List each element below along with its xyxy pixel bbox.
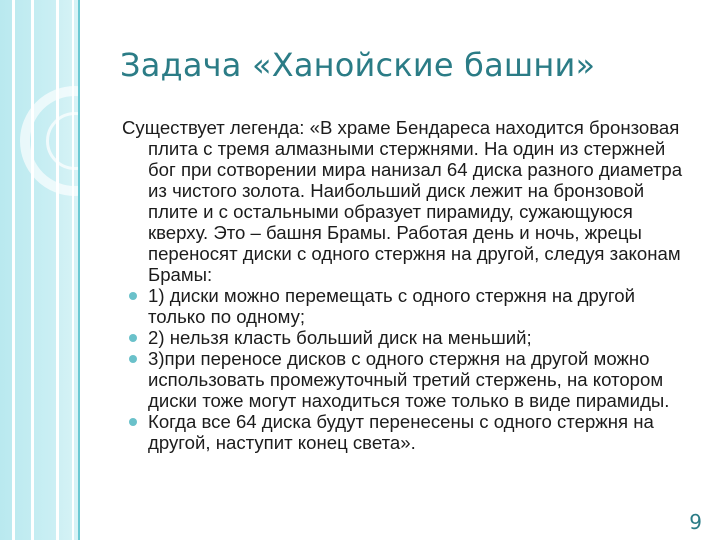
slide-title: Задача «Ханойские башни»	[120, 46, 596, 84]
bullet-icon	[129, 418, 137, 426]
sidebar-stripe	[31, 0, 34, 540]
rule-text: 1) диски можно перемещать с одного стержня на другой только по одному;	[148, 285, 635, 327]
rule-item	[122, 327, 692, 348]
rule-text: 2) нельзя класть больший диск на меньший;	[148, 327, 532, 348]
rules-list	[122, 285, 692, 453]
rule-item	[122, 411, 692, 453]
sidebar-stripe	[56, 0, 59, 540]
sidebar-divider	[78, 0, 80, 540]
slide-body	[122, 117, 692, 453]
page-number: 9	[689, 510, 702, 534]
sidebar-stripe	[72, 0, 74, 540]
bullet-icon	[129, 355, 137, 363]
bullet-icon	[129, 334, 137, 342]
sidebar-stripe	[12, 0, 15, 540]
legend-paragraph: Существует легенда: «В храме Бендареса находится бронзовая плита с тремя алмазными стержнями. На один из стержней бог при сотворении мира нанизал 64 диска разного диаметра из чистого золота. Наибольший диск лежит на бронзовой плите и с остальными образует пирамиду, сужающуюся кверху. Это – башня Брамы. Работая день и ночь, жрецы переносят диски с одного стержня на другой, следуя законам Брамы:	[122, 117, 683, 285]
rule-item	[122, 285, 692, 327]
bullet-icon	[129, 292, 137, 300]
decorative-sidebar	[0, 0, 78, 540]
rule-item	[122, 348, 692, 411]
rule-text: 3)при переносе дисков с одного стержня на другой можно использовать промежуточный третий стержень, на котором диски тоже могут находиться тоже только в виде пирамиды.	[148, 348, 670, 411]
rule-text: Когда все 64 диска будут перенесены с одного стержня на другой, наступит конец света».	[148, 411, 654, 453]
decorative-ring-inner	[46, 112, 104, 170]
